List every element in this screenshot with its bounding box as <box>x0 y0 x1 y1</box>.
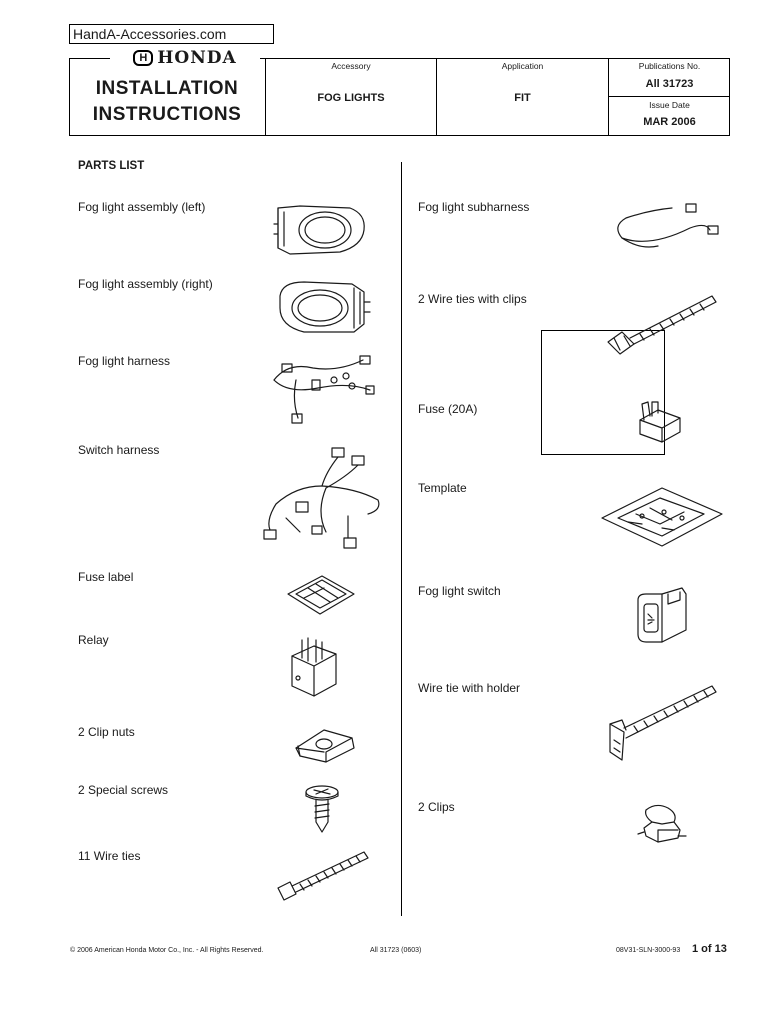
page-number: 1 of 13 <box>692 943 727 955</box>
doc-code-text: All 31723 (0603) <box>370 947 422 954</box>
part-label-wire-tie-holder: Wire tie with holder <box>418 681 521 695</box>
fog-switch-icon <box>632 584 692 648</box>
special-screw-icon <box>302 782 342 834</box>
fog-light-right-icon <box>274 278 374 338</box>
wire-tie-clip-icon <box>604 292 720 362</box>
fog-light-harness-icon <box>268 350 378 430</box>
part-label-fog-light-harness: Fog light harness <box>78 354 171 368</box>
switch-harness-icon <box>256 442 386 552</box>
honda-logo <box>110 48 260 68</box>
part-label-special-screws: 2 Special screws <box>78 783 169 797</box>
title-line-1: INSTALLATION <box>95 78 239 99</box>
part-label-wire-ties: 11 Wire ties <box>78 849 141 863</box>
part-label-fuse-label: Fuse label <box>78 570 134 584</box>
part-label-fog-switch: Fog light switch <box>418 584 501 598</box>
part-label-clip-nuts: 2 Clip nuts <box>78 725 135 739</box>
part-label-template: Template <box>418 481 467 495</box>
part-label-switch-harness: Switch harness <box>78 443 160 457</box>
part-label-relay: Relay <box>78 633 109 647</box>
publications-label: Publications No. <box>638 61 701 71</box>
parts-list-title: PARTS LIST <box>78 160 145 172</box>
template-icon <box>600 484 724 550</box>
relay-icon <box>284 634 344 698</box>
publications-value: All 31723 <box>645 78 694 90</box>
application-value: FIT <box>514 92 531 104</box>
part-label-wire-ties-clips: 2 Wire ties with clips <box>418 292 527 306</box>
accessory-value: FOG LIGHTS <box>317 92 385 104</box>
issue-date-label: Issue Date <box>649 100 690 110</box>
fuse-label-icon <box>286 572 356 616</box>
issue-date-value: MAR 2006 <box>643 116 696 128</box>
part-label-clips: 2 Clips <box>418 800 455 814</box>
title-line-2: INSTRUCTIONS <box>92 104 242 125</box>
fog-light-left-icon <box>270 202 370 258</box>
application-label: Application <box>501 61 544 71</box>
clip-nut-icon <box>292 722 358 766</box>
honda-mark-icon: H <box>133 50 153 66</box>
wire-tie-holder-icon <box>604 682 720 764</box>
part-label-fuse: Fuse (20A) <box>418 402 478 416</box>
part-label-fog-light-left: Fog light assembly (left) <box>78 200 206 214</box>
honda-wordmark: HONDA <box>157 48 237 68</box>
clip-icon <box>636 800 688 844</box>
subharness-icon <box>610 200 722 256</box>
copyright-text: © 2006 American Honda Motor Co., Inc. - All Rights Reserved. <box>70 947 264 954</box>
accessory-label: Accessory <box>331 61 371 71</box>
column-divider <box>401 162 402 916</box>
part-label-subharness: Fog light subharness <box>418 200 530 214</box>
wire-tie-icon <box>272 848 372 908</box>
part-label-fog-light-right: Fog light assembly (right) <box>78 277 213 291</box>
fuse-icon <box>630 400 690 444</box>
page-title <box>72 76 262 128</box>
header-divider <box>608 96 730 97</box>
part-code-text: 08V31-SLN-3000-93 <box>616 947 681 954</box>
watermark-text: HandA-Accessories.com <box>69 24 274 44</box>
